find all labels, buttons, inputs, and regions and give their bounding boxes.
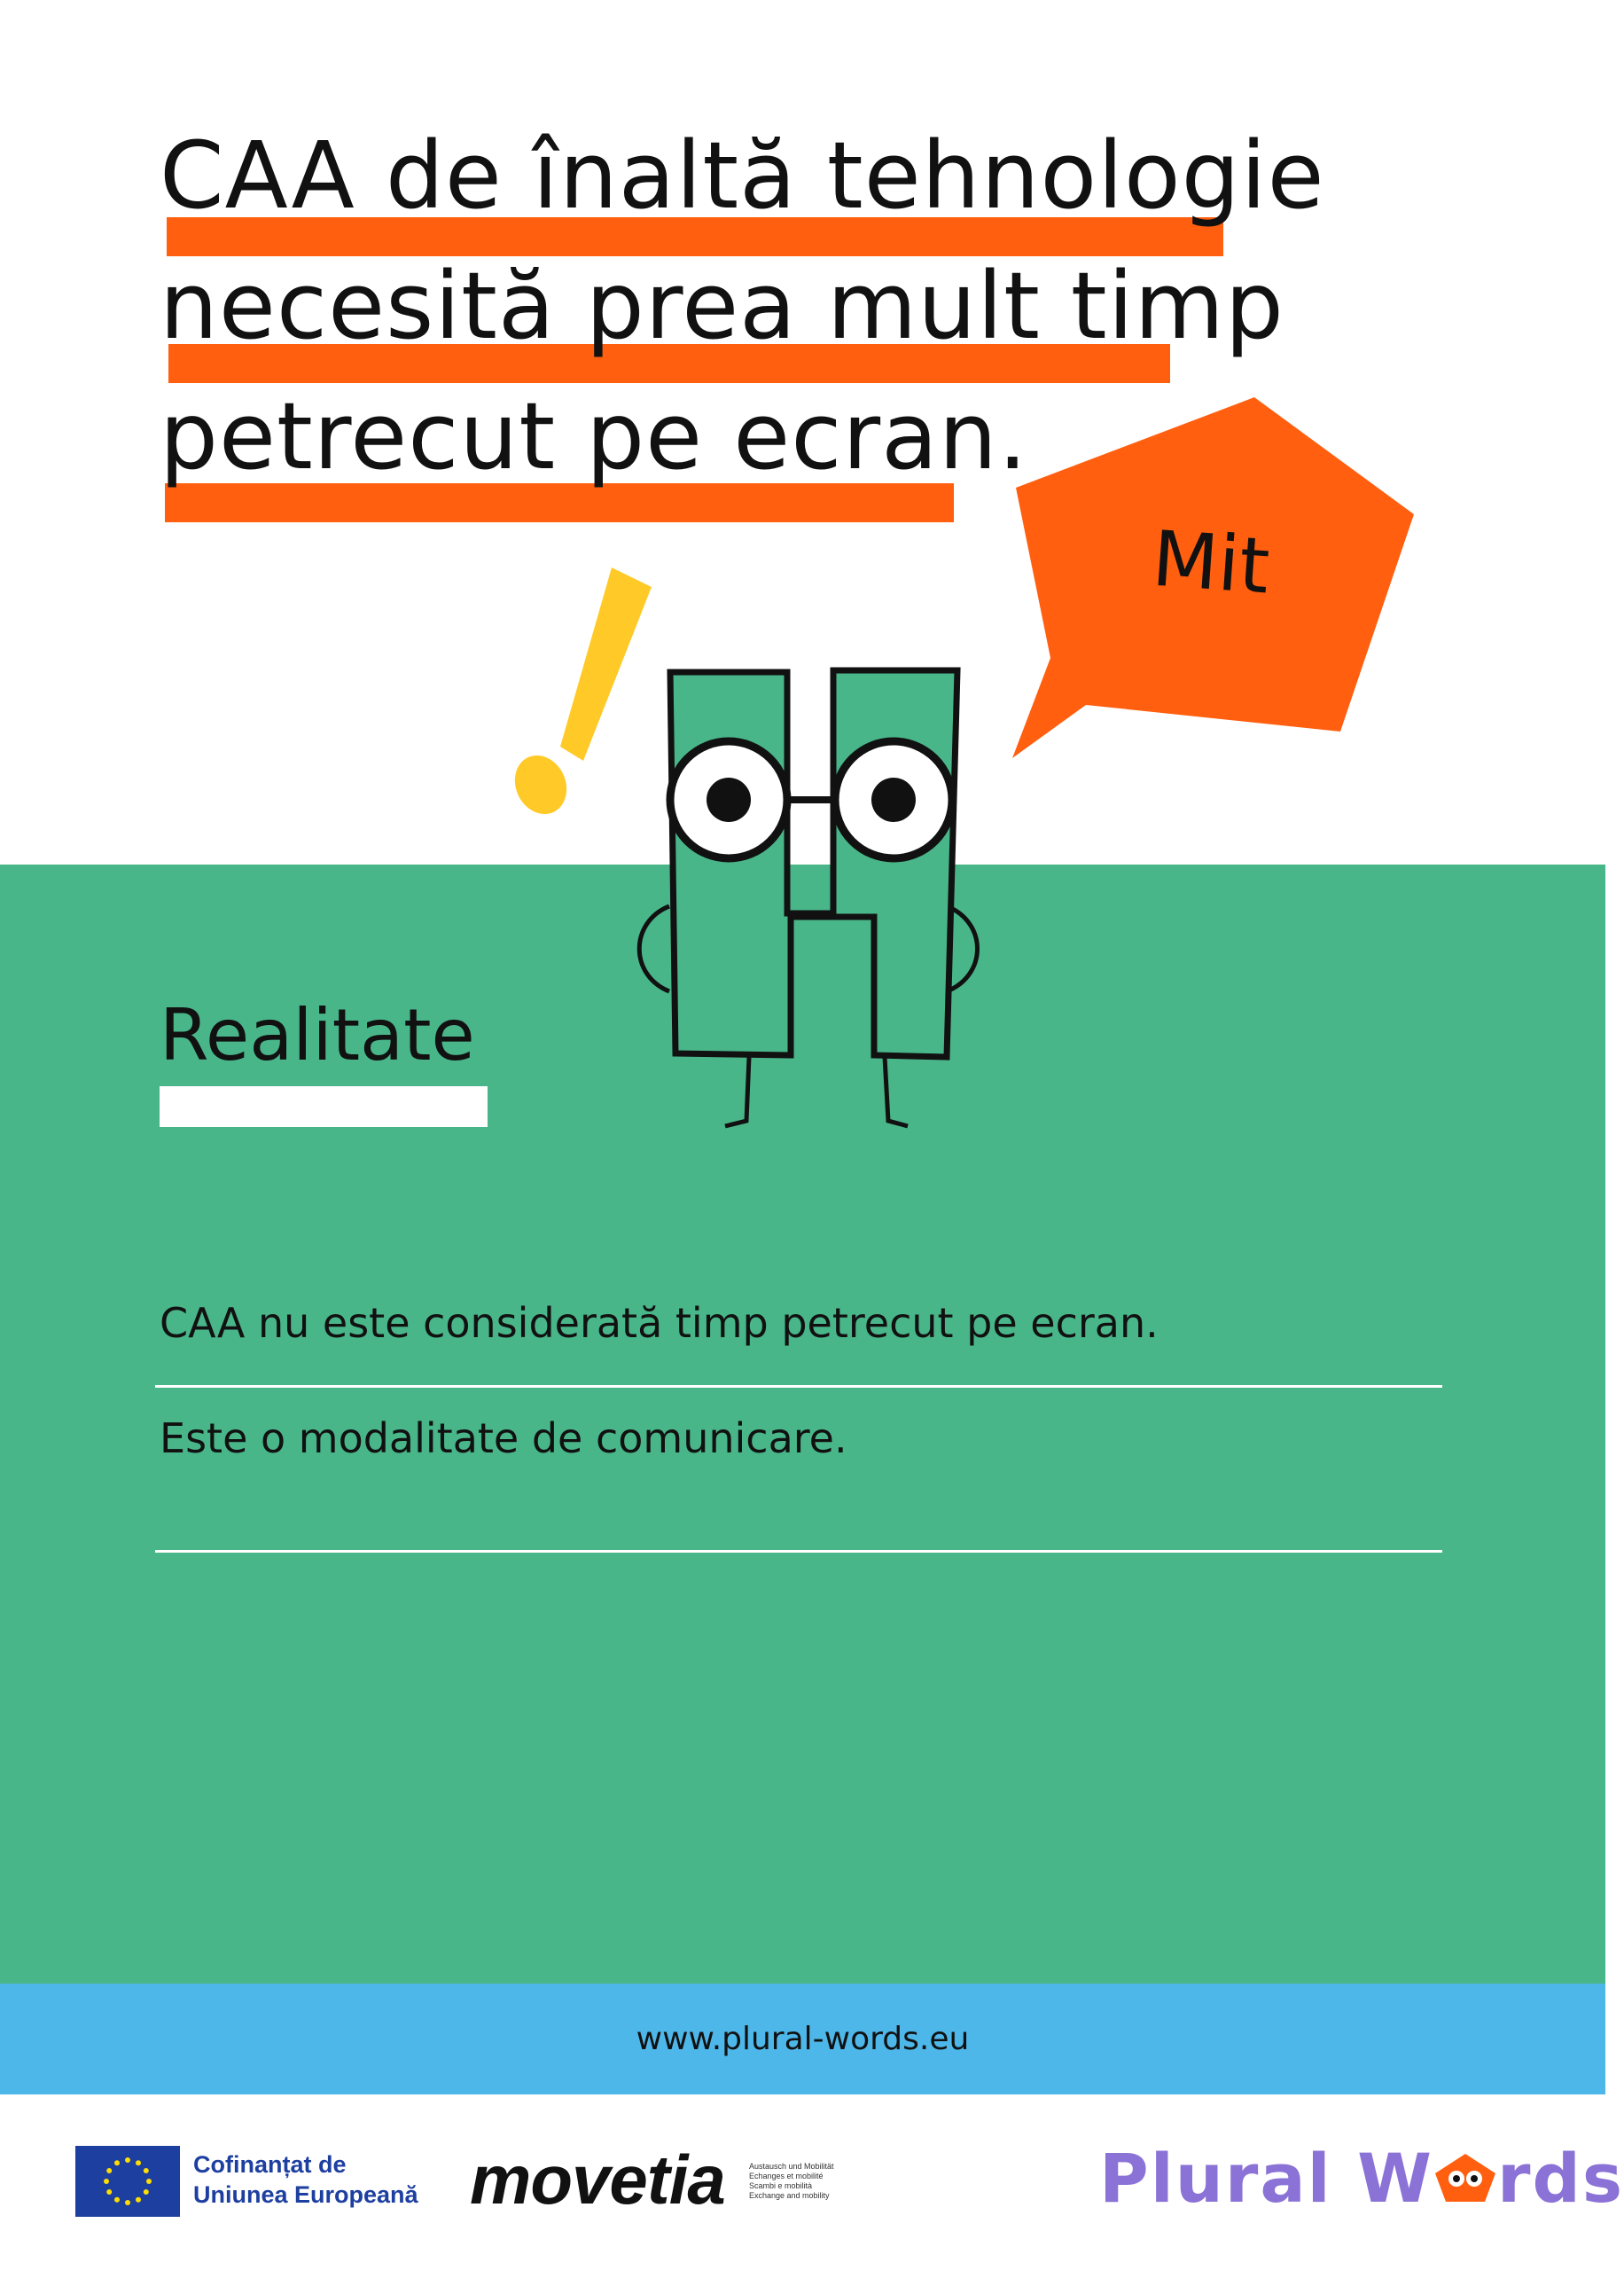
exclamation-icon: [505, 568, 652, 823]
website-link[interactable]: www.plural-words.eu: [636, 2021, 970, 2057]
eye-icon: [835, 741, 952, 858]
myth-title-line-3: petrecut pe ecran.: [160, 382, 1028, 490]
eye-icon: [670, 741, 787, 858]
reality-heading: Realitate: [160, 994, 475, 1076]
movetia-tagline: Austausch und Mobilität Echanges et mobilité Scambi e mobilità Exchange and mobility: [749, 2162, 834, 2200]
eu-star: [106, 2168, 112, 2173]
eu-star: [104, 2179, 109, 2184]
eu-star: [144, 2189, 149, 2195]
eu-star: [136, 2197, 141, 2203]
myth-title-line-1: CAA de înaltă tehnologie: [160, 121, 1325, 230]
reality-fact-2: Este o modalitate de comunicare.: [160, 1414, 847, 1462]
eu-star: [146, 2179, 152, 2184]
plural-words-part2: rds: [1496, 2139, 1624, 2218]
myth-label: Mit: [1149, 514, 1273, 612]
myth-title-line-2: necesită prea mult timp: [160, 252, 1284, 360]
plural-words-logo: [1099, 2130, 1624, 2227]
reality-fact-1: CAA nu este considerată timp petrecut pe ecran.: [160, 1299, 1159, 1347]
eu-cofund-text: Cofinanțat de Uniunea Europeană: [193, 2151, 418, 2208]
mascot-h-icon: [479, 559, 1046, 1144]
eu-flag-icon: [75, 2146, 180, 2217]
eu-star: [125, 2200, 130, 2205]
eu-star: [125, 2157, 130, 2163]
eu-star: [136, 2160, 141, 2165]
reality-heading-underline: [160, 1086, 488, 1127]
fact-divider-2: [155, 1550, 1442, 1553]
fact-divider-1: [155, 1385, 1442, 1388]
eu-star: [114, 2197, 120, 2203]
eu-star: [106, 2189, 112, 2195]
eu-star: [114, 2160, 120, 2165]
speech-bubble-eyes-icon: [1433, 2133, 1497, 2187]
plural-words-part1: Plural W: [1099, 2139, 1433, 2218]
eu-star: [144, 2168, 149, 2173]
movetia-logo: movetia: [470, 2141, 725, 2219]
